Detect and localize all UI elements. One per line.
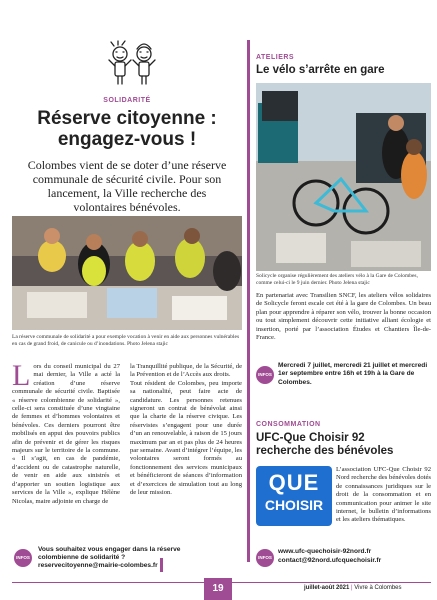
drop-cap: L xyxy=(12,359,31,392)
infos-text xyxy=(38,546,242,570)
article-title xyxy=(12,108,242,150)
body-col2-p1: la Tranquillité publique, de la Sécurité, de la Prévention et de l’Accès aux droits. xyxy=(130,363,242,379)
section-kicker: SOLIDARITÉ xyxy=(103,97,151,104)
infos-line-1: Vous souhaitez vous engager dans la réserve xyxy=(38,546,181,553)
article-title-ufc xyxy=(256,432,431,458)
page-footer xyxy=(0,578,437,600)
body-column-1 xyxy=(12,359,120,506)
title-line-1: Réserve citoyenne : xyxy=(37,108,217,129)
velo-infos-box xyxy=(256,362,431,398)
ufc-infos-box xyxy=(256,546,431,572)
ufc-email-link[interactable]: contact@92nord.ufcquechoisir.fr xyxy=(278,556,382,564)
infos-badge: INFOS xyxy=(14,549,32,567)
photo-caption: La réserve communale de solidarité a pour exemple vocation à venir en aide aux personnes vulnérables en cas de grand froid, de canicule ou d’inondations. Photo Jelena stajic xyxy=(12,334,240,347)
ufc-body xyxy=(256,466,431,525)
volunteers-photo xyxy=(12,216,242,330)
section-kicker-consommation: CONSOMMATION xyxy=(256,421,321,428)
velo-photo xyxy=(256,83,431,271)
ufc-title-line-1: UFC-Que Choisir 92 xyxy=(256,432,365,444)
velo-infos-badge: INFOS xyxy=(256,366,274,384)
doodle-illustration xyxy=(106,40,158,90)
ufc-infos-text xyxy=(278,548,431,565)
logo-text-bottom: CHOISIR xyxy=(264,497,324,513)
infos-box xyxy=(12,546,242,572)
ufc-infos-badge: INFOS xyxy=(256,549,274,567)
velo-infos-dates: Mercredi 7 juillet, mercredi 21 juillet et mercredi 1er septembre entre 16h et 19h à la Gare de Colombes. xyxy=(278,362,428,386)
velo-photo-caption: Solicycle organise régulièrement des ateliers vélo à la Gare de Colombes, comme celui-ci le 9 juin dernier. Photo Jelena stajic xyxy=(256,273,418,286)
left-article xyxy=(12,0,242,578)
footer-separator: | xyxy=(351,585,355,591)
velo-body: En partenariat avec Transilien SNCF, les ateliers vélos solidaires de Solicycle feront escale cet été à la gare de Colombes. Un beau plan pour apprendre à réparer son vélo, trouver la bonne occasion ou tout simplement découvrir cette initiative alliant écologie et insertion, porté par l’association Études et Chantiers Île-de-France. xyxy=(256,292,431,342)
ufc-website-link[interactable]: www.ufc-quechoisir-92nord.fr xyxy=(278,548,372,555)
footer-issue xyxy=(304,585,434,591)
infos-accent-bar xyxy=(160,558,163,572)
body-col1-text: ors du conseil municipal du 27 mai dernier, la Ville a acté la création d’une réserve communale de sécurité civile. Baptisée « réserve colombienne de solidarité », celle-ci sera constituée d’une vingtaine de femmes et d’hommes volontaires et bénévoles. Ces derniers pourront être mobilisés en appui des pouvoirs publics afin de prévenir et de gérer les risques majeurs sur le territoire de la commune. « Il s’agit, en cas de pandémie, d’accident ou de catastrophe naturelle, de venir en aide aux sinistrés et d’apporter un soutien logistique aux services de la Ville », explique Hélène Nicolas, maire adjointe en charge de xyxy=(12,363,120,505)
title-line-2: engagez-vous ! xyxy=(57,129,197,150)
footer-magazine-name: Vivre à Colombes xyxy=(354,585,402,591)
bike-workshop-photo xyxy=(256,83,431,271)
body-column-2 xyxy=(130,363,242,498)
right-column xyxy=(256,40,431,578)
article-photo xyxy=(12,216,242,330)
article-title-velo: Le vélo s’arrête en gare xyxy=(256,64,385,76)
column-divider xyxy=(247,40,250,562)
page-number-box xyxy=(204,578,232,600)
infos-email-link[interactable]: reservecitoyenne@mairie-colombes.fr xyxy=(38,562,158,569)
ufc-body-text: L’association UFC-Que Choisir 92 Nord recherche des bénévoles dotés de connaissances juridiques sur le droit de la consommation et en communication pour animer le site internet, le bulletin d’informations et les ateliers thématiques. xyxy=(336,466,431,524)
ufc-title-line-2: recherche des bénévoles xyxy=(256,445,394,457)
logo-text-top: QUE xyxy=(268,470,320,495)
infos-line-2: colombienne de solidarité ? xyxy=(38,554,126,561)
body-col2-p2: Tout résident de Colombes, peu importe sa nationalité, peut faire acte de candidature. Les personnes retenues signeront un contrat de bénévolat ainsi que la charte de la réserve civique. Les réservistes s’engagent pour une durée d’un an renouvelable, à raison de 15 jours maximum par an et pas plus de 24 heures par semaine. Avant d’intégrer l’équipe, les volontaires seront formés au fonctionnement des services municipaux et bénéficieront de séances d’information et d’exercices de simulation tout au long de leur mission. xyxy=(130,379,242,497)
article-lead: Colombes vient de se doter d’une réserve communale de sécurité civile. Pour son lancement, la Ville recherche des volontaires bénévoles. xyxy=(27,158,227,214)
footer-issue-date: juillet-août 2021 xyxy=(304,585,350,591)
section-kicker-ateliers: ATELIERS xyxy=(256,54,295,61)
page-number: 19 xyxy=(212,583,224,594)
